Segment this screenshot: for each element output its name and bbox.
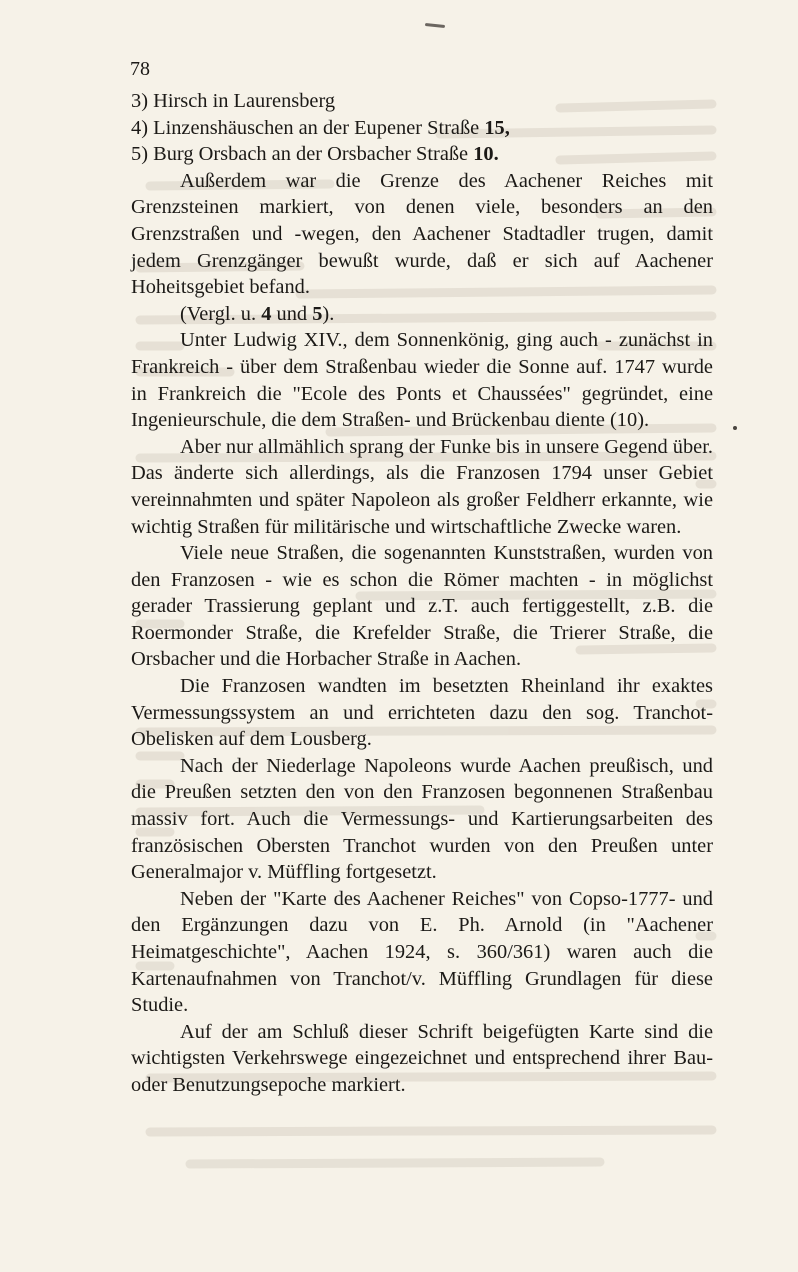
scan-mark — [425, 23, 445, 28]
paragraph-funke: Aber nur allmählich sprang der Funke bis in unsere Gegend über. Das änderte sich allerdings, als die Franzosen 1794 unser Gebiet vereinnahmten und später Napoleon als großer Feldherr erkannte, wie wichtig Straßen für militärische und wirtschaftliche Zwecke waren. — [131, 435, 713, 538]
reference-conjunction: und — [276, 302, 308, 325]
list-item-3 — [131, 88, 713, 115]
list-item-reference: 15, — [484, 116, 510, 139]
paragraph-grenzsteine: Außerdem war die Grenze des Aachener Reiches mit Grenzsteinen markiert, von denen viele, besonders an den Grenzstraßen und -wegen, den Aachener Stadtadler trugen, damit jedem Grenzgänger bewußt wurde, daß er sich auf Aachener Hoheitsgebiet befand. — [131, 169, 713, 299]
list-item-text: Burg Orsbach an der Orsbacher Straße — [153, 143, 469, 166]
paragraph-schluss: Auf der am Schluß dieser Schrift beigefügten Karte sind die wichtigsten Verkehrswege eingezeichnet und entsprechend ihrer Bau- oder Benutzungsepoche markiert. — [131, 1020, 713, 1096]
scan-dot — [733, 426, 737, 430]
list-item-label: 4) — [131, 116, 148, 139]
list-item-label: 3) — [131, 90, 148, 112]
page-number: 78 — [130, 58, 150, 80]
body-text — [131, 88, 713, 1099]
list-item-4 — [131, 115, 713, 142]
list-item-label: 5) — [131, 143, 148, 166]
list-item-5 — [131, 141, 713, 168]
reference-suffix: ). — [322, 302, 335, 325]
paragraph-vermessung: Die Franzosen wandten im besetzten Rheinland ihr exaktes Vermessungssystem an und errichteten dazu den sog. Tranchot-Obelisken auf dem Lousberg. — [131, 675, 713, 751]
reference-number: 5 — [312, 302, 323, 325]
paragraph-reference — [131, 301, 713, 328]
paragraph-kunststrassen: Viele neue Straßen, die sogenannten Kunststraßen, wurden von den Franzosen - wie es schon die Römer machten - in möglichst gerader Trassierung geplant und z.T. auch fertiggestellt, z.B. die Roermonder Straße, die Krefelder Straße, die Trierer Straße, die Orsbacher und die Horbacher Straße in Aachen. — [131, 542, 713, 671]
paragraph-ludwig: Unter Ludwig XIV., dem Sonnenkönig, ging auch - zunächst in Frankreich - über dem Straßenbau wieder die Sonne auf. 1747 wurde in Frankreich die "Ecole des Ponts et Chaussées" gegründet, eine Ingenieurschule, die dem Straßen- und Brückenbau diente (10). — [131, 329, 713, 432]
reference-prefix: (Vergl. u. — [180, 302, 257, 325]
list-item-reference: 10. — [473, 143, 499, 166]
paragraph-karten: Neben der "Karte des Aachener Reiches" von Copso-1777- und den Ergänzungen dazu von E. Ph. Arnold (in "Aachener Heimatgeschichte", Aachen 1924, s. 360/361) waren auch die Kartenaufnahmen von Tranchot/v. Müffling Grundlagen für diese Studie. — [131, 887, 713, 1017]
paragraph-preussen: Nach der Niederlage Napoleons wurde Aachen preußisch, und die Preußen setzten den von den Franzosen begonnenen Straßenbau massiv fort. Auch die Vermessungs- und Kartierungsarbeiten des französischen Obersten Tranchot wurden von den Preußen unter Generalmajor v. Müffling fortgesetzt. — [131, 754, 713, 884]
list-item-text: Linzenshäuschen an der Eupener Straße — [153, 116, 480, 139]
list-item-text: Hirsch in Laurensberg — [153, 90, 336, 112]
reference-number: 4 — [261, 302, 272, 325]
